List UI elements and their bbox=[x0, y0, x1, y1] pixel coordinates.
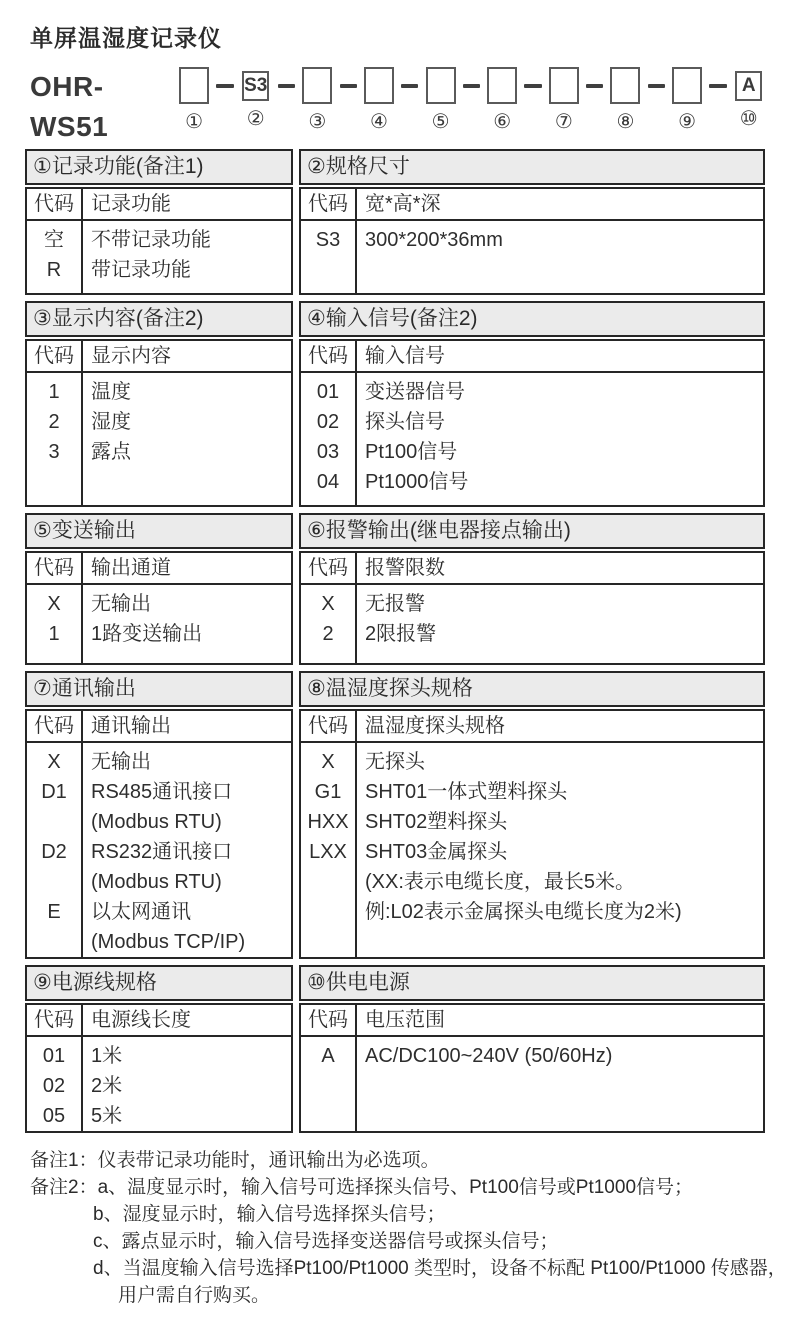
row-code: 01 bbox=[42, 1045, 66, 1067]
row-code: X bbox=[321, 751, 335, 773]
code-column-header: 代码 bbox=[27, 189, 83, 219]
model-slot-number-6: ⑥ bbox=[493, 111, 512, 133]
row-desc: (Modbus RTU) bbox=[91, 871, 222, 893]
section-caption: ⑩供电电源 bbox=[299, 965, 765, 1001]
row-desc: 5米 bbox=[91, 1105, 123, 1127]
row-code: 02 bbox=[42, 1075, 66, 1097]
sec3-display-content bbox=[25, 301, 293, 507]
row-desc: Pt1000信号 bbox=[365, 471, 469, 493]
row-code: E bbox=[47, 901, 61, 923]
row-code: 2 bbox=[322, 623, 334, 645]
dash-separator bbox=[340, 84, 357, 88]
row-desc: 无报警 bbox=[365, 593, 425, 615]
desc-column-header: 报警限数 bbox=[365, 557, 445, 579]
section-table bbox=[25, 709, 293, 959]
sec7-comm-output bbox=[25, 671, 293, 959]
note-2c: c、露点显示时，输入信号选择变送器信号或探头信号； bbox=[93, 1231, 559, 1252]
model-slot-number-10: ⑩ bbox=[739, 108, 758, 130]
model-slot-number-7: ⑦ bbox=[554, 111, 573, 133]
desc-column-header: 温湿度探头规格 bbox=[365, 715, 505, 737]
row-code: LXX bbox=[309, 841, 347, 863]
row-desc: 温度 bbox=[91, 381, 131, 403]
model-code-box-5 bbox=[426, 67, 456, 104]
model-slot-6 bbox=[486, 67, 518, 133]
dash-separator bbox=[401, 84, 418, 88]
model-prefix: OHR-WS51 bbox=[30, 71, 109, 142]
row-code bbox=[301, 867, 355, 897]
row-desc: 变送器信号 bbox=[365, 381, 465, 403]
model-slot-number-9: ⑨ bbox=[678, 111, 697, 133]
section-caption: ⑧温湿度探头规格 bbox=[299, 671, 765, 707]
sec6-alarm-output bbox=[299, 513, 765, 665]
model-code-box-7 bbox=[549, 67, 579, 104]
row-desc: SHT01一体式塑料探头 bbox=[365, 781, 568, 803]
sec2-dimensions bbox=[299, 149, 765, 295]
row-desc: (Modbus TCP/IP) bbox=[91, 931, 246, 953]
section-rows bbox=[301, 743, 763, 957]
row-code: X bbox=[321, 593, 335, 615]
note-2b: b、湿度显示时，输入信号选择探头信号； bbox=[93, 1204, 446, 1225]
model-code-box-8 bbox=[610, 67, 640, 104]
row-desc: 无输出 bbox=[91, 751, 151, 773]
row-code: 04 bbox=[316, 471, 340, 493]
section-caption: ③显示内容(备注2) bbox=[25, 301, 293, 337]
row-code bbox=[27, 807, 81, 837]
desc-column-header: 电压范围 bbox=[365, 1009, 445, 1031]
model-slot-number-4: ④ bbox=[370, 111, 388, 133]
row-code: G1 bbox=[314, 781, 342, 803]
sec9-power-cable bbox=[25, 965, 293, 1133]
code-column-header: 代码 bbox=[27, 1005, 83, 1035]
row-desc: 1米 bbox=[91, 1045, 123, 1067]
code-column-header: 代码 bbox=[301, 189, 357, 219]
row-desc: RS232通讯接口 bbox=[91, 841, 233, 863]
section-rows bbox=[301, 221, 763, 293]
section-rows bbox=[27, 585, 291, 663]
model-slot-3 bbox=[301, 67, 333, 133]
code-column-header: 代码 bbox=[27, 341, 83, 371]
section-caption: ①记录功能(备注1) bbox=[25, 149, 293, 185]
model-slot-number-8: ⑧ bbox=[616, 111, 635, 133]
row-code: HXX bbox=[307, 811, 349, 833]
dash-separator bbox=[648, 84, 665, 88]
row-desc: 300*200*36mm bbox=[365, 229, 503, 251]
note-1: 备注1：仪表带记录功能时，通讯输出为必选项。 bbox=[30, 1150, 440, 1171]
model-code-box-2: S3 bbox=[242, 71, 269, 101]
model-slot-number-2: ② bbox=[246, 108, 265, 130]
code-column-header: 代码 bbox=[301, 1005, 357, 1035]
model-slot-2 bbox=[240, 67, 272, 130]
model-slot-4 bbox=[363, 67, 395, 133]
section-rows bbox=[27, 743, 291, 957]
desc-column-header: 输出通道 bbox=[91, 557, 171, 579]
row-code: D2 bbox=[41, 841, 67, 863]
row-code: D1 bbox=[41, 781, 67, 803]
section-rows bbox=[301, 373, 763, 505]
code-column-header: 代码 bbox=[27, 711, 83, 741]
row-desc: 例:L02表示金属探头电缆长度为2米) bbox=[365, 901, 682, 923]
row-code bbox=[27, 867, 81, 897]
row-desc: 以太网通讯 bbox=[91, 901, 191, 923]
note-2d: d、当温度输入信号选择Pt100/Pt1000 类型时，设备不标配 Pt100/Pt1000 传感器， bbox=[93, 1258, 787, 1279]
section-table bbox=[299, 187, 765, 295]
row-desc: 2米 bbox=[91, 1075, 123, 1097]
row-code: 3 bbox=[48, 441, 60, 463]
row-code: 02 bbox=[316, 411, 340, 433]
section-rows bbox=[301, 1037, 763, 1131]
row-desc: 1路变送输出 bbox=[91, 623, 203, 645]
dash-separator bbox=[524, 84, 541, 88]
model-slot-9 bbox=[671, 67, 703, 133]
model-code-box-9 bbox=[672, 67, 702, 104]
row-code: 03 bbox=[316, 441, 340, 463]
section-table bbox=[299, 551, 765, 665]
row-code: 1 bbox=[48, 381, 60, 403]
row-code: X bbox=[47, 593, 61, 615]
row-code: X bbox=[47, 751, 61, 773]
row-desc: 2限报警 bbox=[365, 623, 437, 645]
model-code-box-10: A bbox=[735, 71, 762, 101]
row-code: A bbox=[321, 1045, 335, 1067]
section-caption: ②规格尺寸 bbox=[299, 149, 765, 185]
model-slot-10 bbox=[733, 67, 765, 130]
section-rows bbox=[301, 585, 763, 663]
row-desc: 露点 bbox=[91, 441, 131, 463]
row-code: R bbox=[46, 259, 62, 281]
row-desc: (XX:表示电缆长度，最长5米。 bbox=[365, 871, 636, 893]
model-code-box-1 bbox=[179, 67, 209, 104]
section-table bbox=[25, 187, 293, 295]
row-desc: Pt100信号 bbox=[365, 441, 458, 463]
sec4-input-signal bbox=[299, 301, 765, 507]
row-code: S3 bbox=[315, 229, 341, 251]
row-desc: 不带记录功能 bbox=[91, 229, 211, 251]
row-desc: SHT03金属探头 bbox=[365, 841, 508, 863]
row-desc: SHT02塑料探头 bbox=[365, 811, 508, 833]
row-desc: AC/DC100~240V (50/60Hz) bbox=[365, 1045, 613, 1067]
row-desc: 带记录功能 bbox=[91, 259, 191, 281]
section-table bbox=[25, 1003, 293, 1133]
row-code: 空 bbox=[44, 229, 64, 251]
model-slot-7 bbox=[548, 67, 580, 133]
section-caption: ⑨电源线规格 bbox=[25, 965, 293, 1001]
model-code-box-3 bbox=[302, 67, 332, 104]
model-slot-number-5: ⑤ bbox=[431, 111, 450, 133]
section-table bbox=[299, 709, 765, 959]
section-table bbox=[25, 339, 293, 507]
note-2a: 备注2：a、温度显示时，输入信号可选择探头信号、Pt100信号或Pt1000信号； bbox=[30, 1177, 694, 1198]
dash-separator bbox=[586, 84, 603, 88]
dash-separator bbox=[709, 84, 726, 88]
model-slot-number-1: ① bbox=[185, 111, 204, 133]
desc-column-header: 电源线长度 bbox=[91, 1009, 191, 1031]
model-code-box-6 bbox=[487, 67, 517, 104]
section-table bbox=[299, 1003, 765, 1133]
code-column-header: 代码 bbox=[27, 553, 83, 583]
row-desc: (Modbus RTU) bbox=[91, 811, 222, 833]
desc-column-header: 输入信号 bbox=[365, 345, 445, 367]
desc-column-header: 显示内容 bbox=[91, 345, 171, 367]
model-slot-1 bbox=[178, 67, 210, 133]
row-desc: 探头信号 bbox=[365, 411, 445, 433]
dash-separator bbox=[278, 84, 295, 88]
section-rows bbox=[27, 1037, 291, 1131]
row-desc: RS485通讯接口 bbox=[91, 781, 233, 803]
sec5-transmit-output bbox=[25, 513, 293, 665]
note-2d-cont: 用户需自行购买。 bbox=[118, 1285, 271, 1306]
section-rows bbox=[27, 221, 291, 293]
row-code: 1 bbox=[48, 623, 60, 645]
section-caption: ⑤变送输出 bbox=[25, 513, 293, 549]
section-caption: ⑦通讯输出 bbox=[25, 671, 293, 707]
code-column-header: 代码 bbox=[301, 711, 357, 741]
sec10-power-supply bbox=[299, 965, 765, 1133]
page-title: 单屏温湿度记录仪 bbox=[30, 25, 222, 51]
row-code bbox=[27, 927, 81, 957]
dash-separator bbox=[216, 84, 233, 88]
section-caption: ⑥报警输出(继电器接点输出) bbox=[299, 513, 765, 549]
section-caption: ④输入信号(备注2) bbox=[299, 301, 765, 337]
row-code bbox=[301, 897, 355, 927]
section-table bbox=[299, 339, 765, 507]
model-slot-8 bbox=[609, 67, 641, 133]
row-desc: 无输出 bbox=[91, 593, 151, 615]
section-table bbox=[25, 551, 293, 665]
model-code-box-4 bbox=[364, 67, 394, 104]
section-rows bbox=[27, 373, 291, 505]
row-desc: 湿度 bbox=[91, 411, 131, 433]
sec8-probe-spec bbox=[299, 671, 765, 959]
model-code-row bbox=[30, 67, 765, 142]
row-code: 01 bbox=[316, 381, 340, 403]
footnotes bbox=[30, 1147, 787, 1309]
row-desc: 无探头 bbox=[365, 751, 425, 773]
model-slot-number-3: ③ bbox=[308, 111, 327, 133]
code-column-header: 代码 bbox=[301, 553, 357, 583]
desc-column-header: 通讯输出 bbox=[91, 715, 171, 737]
spec-sections-grid bbox=[25, 149, 765, 1133]
dash-separator bbox=[463, 84, 480, 88]
desc-column-header: 记录功能 bbox=[91, 193, 171, 215]
row-code: 05 bbox=[42, 1105, 66, 1127]
sec1-record-function bbox=[25, 149, 293, 295]
code-column-header: 代码 bbox=[301, 341, 357, 371]
row-code: 2 bbox=[48, 411, 60, 433]
desc-column-header: 宽*高*深 bbox=[365, 193, 441, 215]
model-slot-5 bbox=[424, 67, 456, 133]
